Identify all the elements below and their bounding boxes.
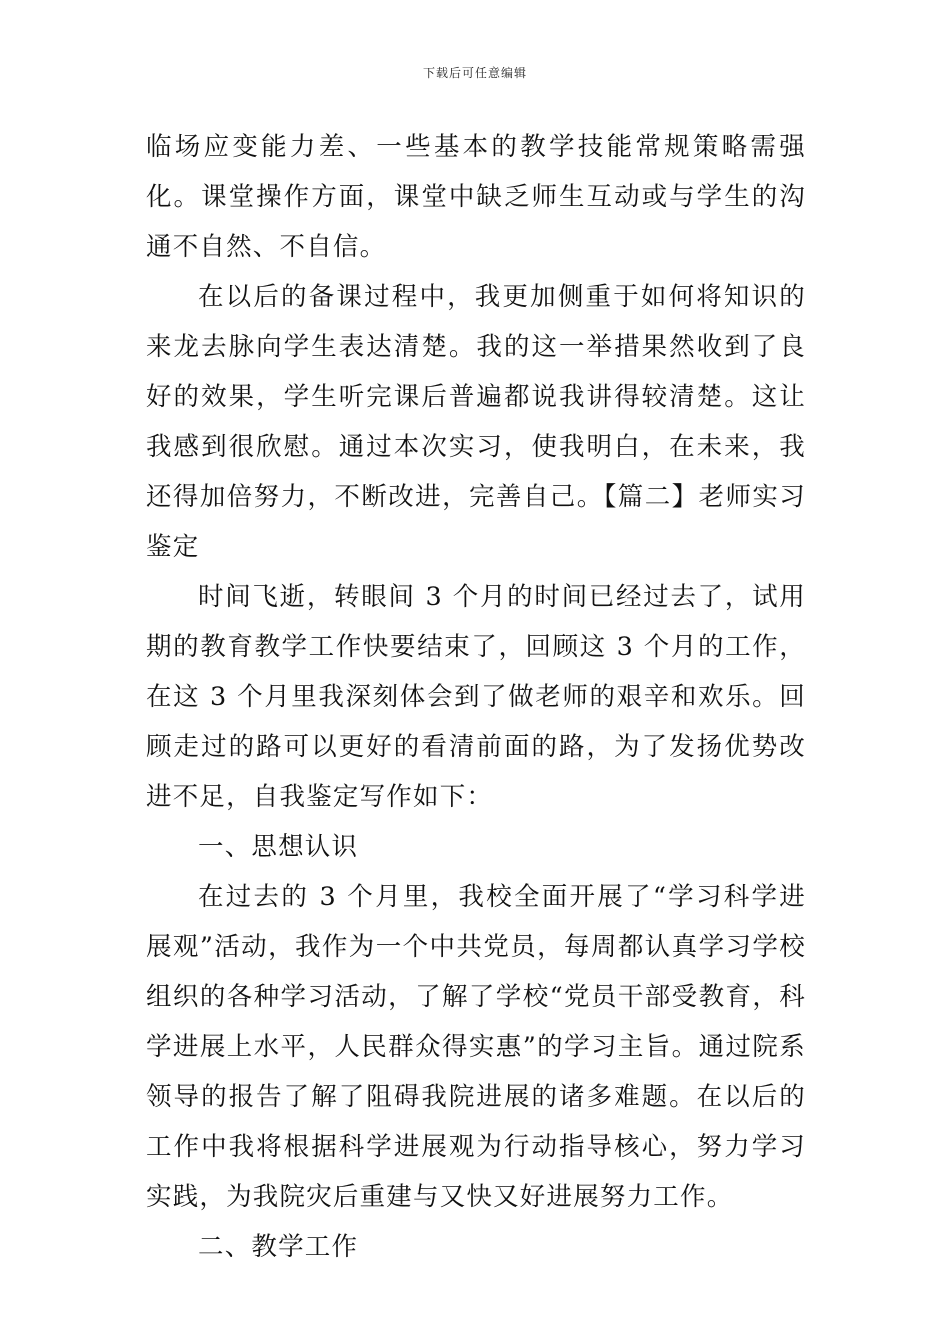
page-header: 下载后可任意编辑 bbox=[422, 66, 527, 80]
paragraph-preparation: 在以后的备课过程中，我更加侧重于如何将知识的来龙去脉向学生表达清楚。我的这一举措果然收到了良好的效果，学生听完课后普遍都说我讲得较清楚。这让我感到很欣慰。通过本次实习，使我明白，在未来，我还得加倍努力，不断改进，完善自己。【篇二】老师实习鉴定 bbox=[146, 282, 806, 562]
document-body bbox=[146, 122, 806, 1272]
paragraph-thought: 在过去的 3 个月里，我校全面开展了“学习科学进展观”活动，我作为一个中共党员，每周都认真学习学校组织的各种学习活动，了解了学校“党员干部受教育，科学进展上水平，人民群众得实惠”的学习主旨。通过院系领导的报告了解了阻碍我院进展的诸多难题。在以后的工作中我将根据科学进展观为行动指导核心，努力学习实践，为我院灾后重建与又快又好进展努力工作。 bbox=[146, 882, 806, 1212]
section-heading-teaching: 二、教学工作 bbox=[198, 1232, 359, 1262]
paragraph-continued: 临场应变能力差、一些基本的教学技能常规策略需强化。课堂操作方面，课堂中缺乏师生互动或与学生的沟通不自然、不自信。 bbox=[146, 132, 806, 262]
paragraph-intro: 时间飞逝，转眼间 3 个月的时间已经过去了，试用期的教育教学工作快要结束了，回顾这 3 个月的工作，在这 3 个月里我深刻体会到了做老师的艰辛和欢乐。回顾走过的路可以更好的看清前面的路，为了发扬优势改进不足，自我鉴定写作如下： bbox=[146, 582, 806, 812]
section-heading-thought: 一、思想认识 bbox=[198, 832, 359, 862]
